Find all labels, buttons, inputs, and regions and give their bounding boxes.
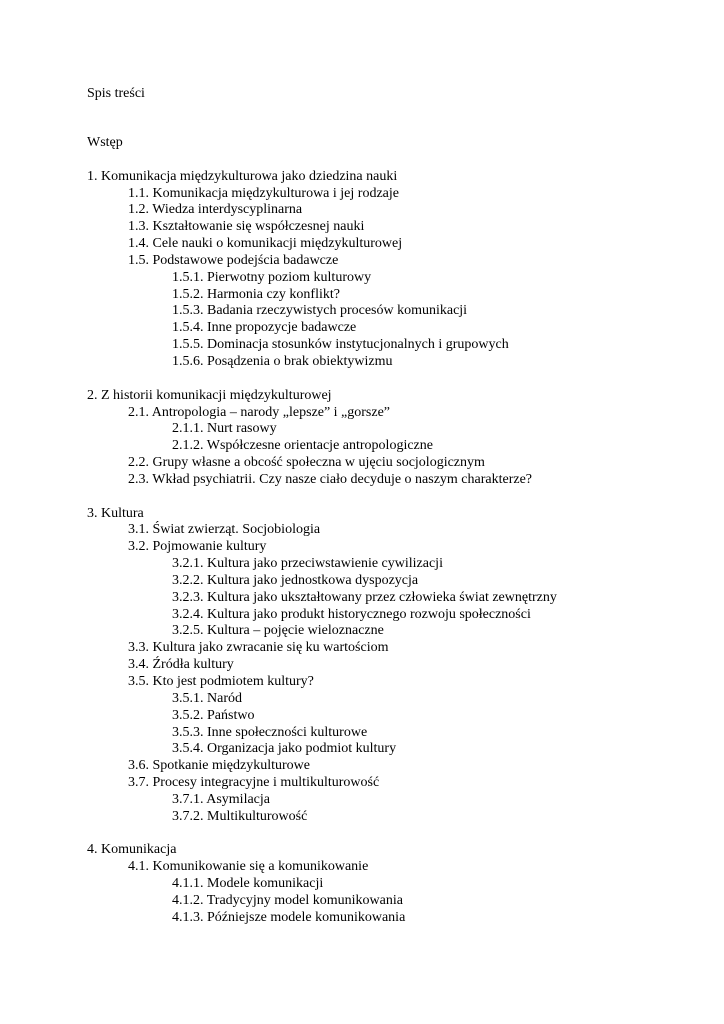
toc-entry-level-2: 1.5. Podstawowe podejścia badawcze [128,252,339,268]
toc-entry-level-3: 3.5.2. Państwo [172,707,255,723]
toc-entry-level-2: 3.7. Procesy integracyjne i multikulturowość [128,775,380,791]
toc-entry-level-2: 1.1. Komunikacja międzykulturowa i jej rodzaje [128,185,399,201]
toc-entry-level-3: 1.5.2. Harmonia czy konflikt? [172,286,340,302]
toc-entry-level-1: Wstęp [87,135,123,150]
toc-entry-level-3: 3.7.2. Multikulturowość [172,808,308,824]
toc-entry-level-3: 3.2.3. Kultura jako ukształtowany przez człowieka świat zewnętrzny [172,589,557,605]
toc-entry-level-3: 4.1.2. Tradycyjny model komunikowania [172,892,403,908]
section-spacer [87,826,707,843]
toc-entry-level-2: 3.5. Kto jest podmiotem kultury? [128,674,314,689]
toc-entry-level-3: 2.1.2. Współczesne orientacje antropologiczne [172,438,433,454]
toc-entry-level-3: 3.7.1. Asymilacja [172,791,270,807]
toc-entry-level-1: 4. Komunikacja [87,842,177,858]
toc-entry-level-3: 1.5.6. Posądzenia o brak obiektywizmu [172,353,393,369]
toc-entry-level-1: 3. Kultura [87,505,144,521]
toc-entry-level-2: 2.3. Wkład psychiatrii. Czy nasze ciało decyduje o naszym charakterze? [128,471,533,487]
toc-entry-level-3: 1.5.3. Badania rzeczywistych procesów komunikacji [172,303,468,319]
toc-entry-level-2: 1.3. Kształtowanie się współczesnej nauki [128,219,365,235]
toc-entry-level-3: 1.5.1. Pierwotny poziom kulturowy [172,269,372,285]
toc-entry-level-1: 2. Z historii komunikacji międzykulturowej [87,387,332,403]
toc-entry-level-2: 3.6. Spotkanie międzykulturowe [128,758,310,774]
table-of-contents [87,135,707,927]
toc-entry-level-3: 1.5.5. Dominacja stosunków instytucjonalnych i grupowych [172,337,509,353]
toc-entry-level-2: 4.1. Komunikowanie się a komunikowanie [128,859,369,875]
toc-entry-level-3: 2.1.1. Nurt rasowy [172,421,277,437]
toc-entry-level-3: 4.1.1. Modele komunikacji [172,876,324,892]
toc-entry-level-3: 3.2.1. Kultura jako przeciwstawienie cywilizacji [172,556,443,572]
toc-entry-level-3: 4.1.3. Późniejsze modele komunikowania [172,909,406,925]
toc-entry-level-1: 1. Komunikacja międzykulturowa jako dziedzina nauki [87,168,398,184]
toc-entry-level-2: 3.1. Świat zwierząt. Socjobiologia [128,522,321,538]
toc-entry-level-3: 3.5.3. Inne społeczności kulturowe [172,724,368,740]
toc-entry-level-3: 3.2.4. Kultura jako produkt historycznego rozwoju społeczności [172,606,531,622]
toc-entry-level-3: 3.5.4. Organizacja jako podmiot kultury [172,741,397,757]
toc-entry-level-3: 3.5.1. Naród [172,690,242,706]
toc-entry-level-3: 3.2.5. Kultura – pojęcie wieloznaczne [172,623,384,639]
page-title: Spis treści [87,86,145,101]
toc-entry-level-3: 3.2.2. Kultura jako jednostkowa dyspozycja [172,572,419,588]
toc-entry-level-2: 1.4. Cele nauki o komunikacji międzykulturowej [128,236,403,252]
toc-entry-level-2: 2.1. Antropologia – narody „lepsze” i „gorsze” [128,404,391,420]
toc-entry-level-2: 1.2. Wiedza interdyscyplinarna [128,202,303,218]
toc-entry-level-2: 3.2. Pojmowanie kultury [128,539,267,555]
toc-entry-level-3: 1.5.4. Inne propozycje badawcze [172,320,357,336]
section-spacer [87,489,707,506]
section-spacer [87,152,707,169]
toc-entry-level-2: 2.2. Grupy własne a obcość społeczna w ujęciu socjologicznym [128,455,485,471]
toc-entry-level-2: 3.4. Źródła kultury [128,657,234,673]
section-spacer [87,371,707,388]
toc-entry-level-2: 3.3. Kultura jako zwracanie się ku wartościom [128,640,389,656]
